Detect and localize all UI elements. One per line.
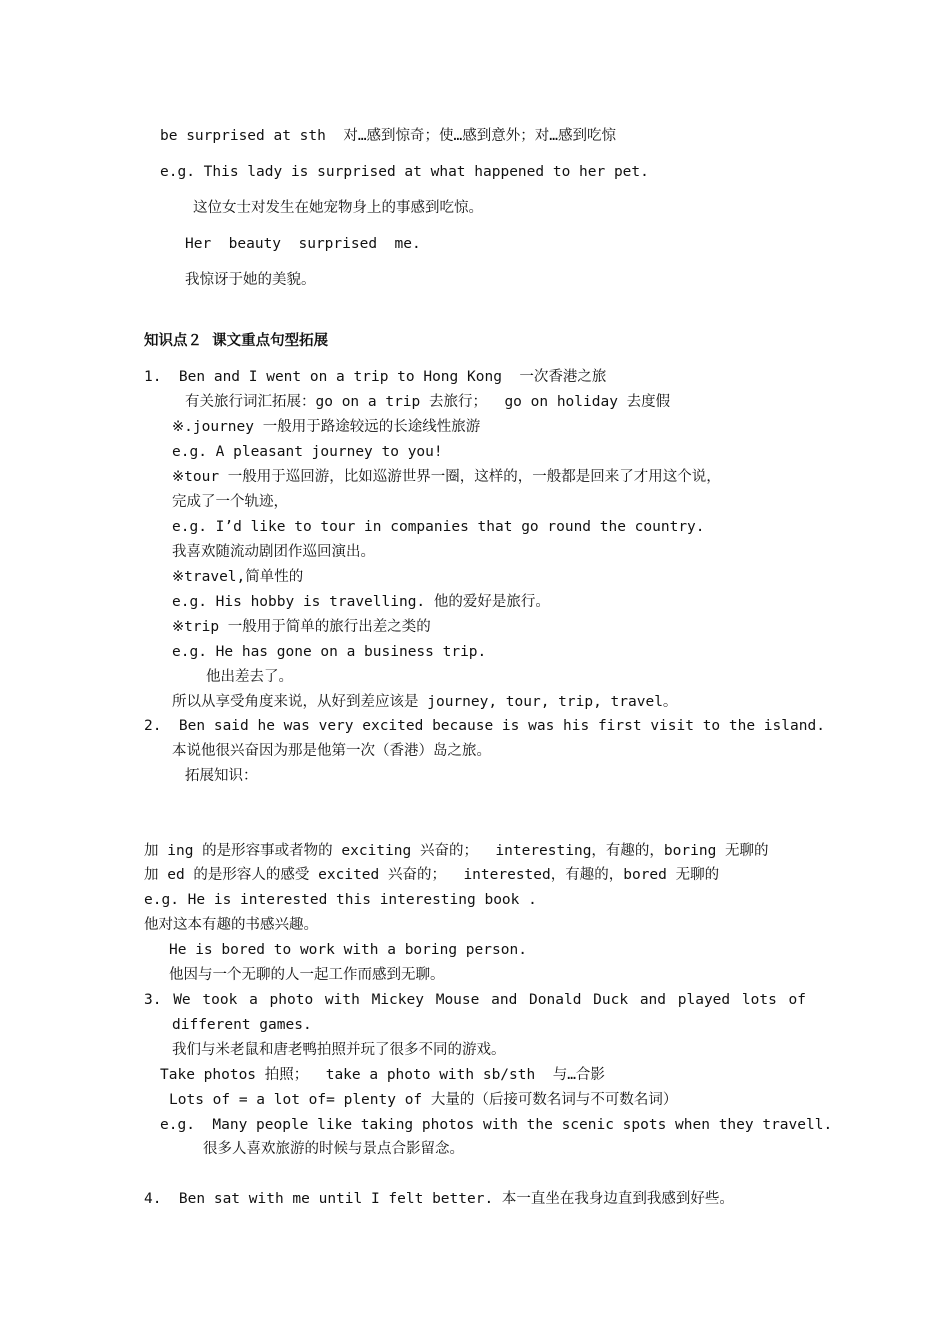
numbered-sentence-2: 2. Ben said he was very excited because is was his first visit to the island. <box>144 718 825 734</box>
translation-line: 我们与米老鼠和唐老鸭拍照并玩了很多不同的游戏。 <box>172 1042 506 1058</box>
numbered-sentence-3: 3. We took a photo with Mickey Mouse and Donald Duck and played lots of <box>144 992 806 1008</box>
text-line: 完成了一个轨迹， <box>172 494 288 510</box>
translation-line: 他对这本有趣的书感兴趣。 <box>144 917 318 933</box>
translation-line: 我惊讶于她的美貌。 <box>185 272 316 288</box>
text-line: 所以从享受角度来说，从好到差应该是 journey, tour, trip, travel。 <box>172 694 678 710</box>
example-line: e.g. Many people like taking photos with the scenic spots when they travell. <box>160 1117 833 1133</box>
phrase-line: be surprised at sth 对…感到惊奇；使…感到意外；对…感到吃惊 <box>160 128 617 144</box>
text-line: ※trip 一般用于简单的旅行出差之类的 <box>172 619 431 635</box>
text-line: ※tour 一般用于巡回游，比如巡游世界一圈，这样的，一般都是回来了才用这个说， <box>172 469 721 485</box>
text-line: Lots of = a lot of= plenty of 大量的（后接可数名词与不可数名词） <box>169 1092 678 1108</box>
section-heading: 知识点２ 课文重点句型拓展 <box>144 333 329 349</box>
text-line: 有关旅行词汇拓展：go on a trip 去旅行； go on holiday 去度假 <box>185 394 671 410</box>
translation-line: 我喜欢随流动剧团作巡回演出。 <box>172 544 375 560</box>
translation-line: 他出差去了。 <box>206 669 293 685</box>
text-line: 拓展知识： <box>185 768 258 784</box>
example-line: e.g. He is interested this interesting book . <box>144 892 537 908</box>
translation-line: 他因与一个无聊的人一起工作而感到无聊。 <box>169 967 445 983</box>
text-line: 加 ed 的是形容人的感受 excited 兴奋的； interested，有趣的，bored 无聊的 <box>144 867 720 883</box>
translation-line: 这位女士对发生在她宠物身上的事感到吃惊。 <box>193 200 483 216</box>
translation-line: 本说他很兴奋因为那是他第一次（香港）岛之旅。 <box>172 743 491 759</box>
text-line: ※travel,简单性的 <box>172 569 304 585</box>
example-line: e.g. His hobby is travelling. 他的爱好是旅行。 <box>172 594 550 610</box>
example-line: e.g. A pleasant journey to you! <box>172 444 443 460</box>
text-line: Take photos 拍照； take a photo with sb/sth 与…合影 <box>160 1067 605 1083</box>
example-line: e.g. He has gone on a business trip. <box>172 644 487 660</box>
text-line: 加 ing 的是形容事或者物的 exciting 兴奋的； interesting，有趣的，boring 无聊的 <box>144 843 769 859</box>
example-line: e.g. I’d like to tour in companies that go round the country. <box>172 519 705 535</box>
numbered-sentence-4: 4. Ben sat with me until I felt better. 本一直坐在我身边直到我感到好些。 <box>144 1191 734 1207</box>
example-line: He is bored to work with a boring person. <box>169 942 527 958</box>
translation-line: 很多人喜欢旅游的时候与景点合影留念。 <box>203 1141 464 1157</box>
text-line: different games. <box>172 1017 312 1033</box>
text-line: ※.journey 一般用于路途较远的长途线性旅游 <box>172 419 481 435</box>
example-line: Her beauty surprised me. <box>185 236 421 252</box>
example-line: e.g. This lady is surprised at what happened to her pet. <box>160 164 649 180</box>
numbered-sentence-1: 1. Ben and I went on a trip to Hong Kong 一次香港之旅 <box>144 369 607 385</box>
